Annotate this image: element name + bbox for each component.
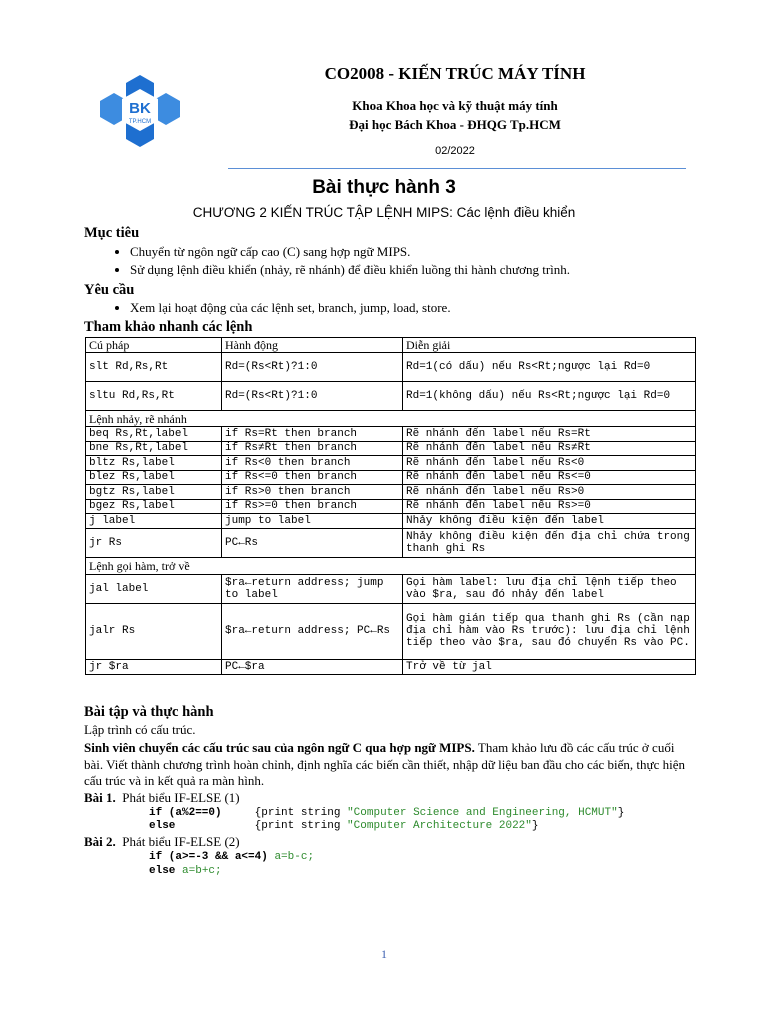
instruction-emphasis: Sinh viên chuyển các cấu trúc sau của ngôn ngữ C qua hợp ngữ MIPS.	[84, 740, 475, 755]
syntax-cell: bltz Rs,label	[86, 456, 222, 471]
exercise-1-heading	[84, 790, 240, 806]
action-cell: if Rs=Rt then branch	[222, 427, 403, 442]
logo-subtext: TP.HCM	[128, 119, 152, 125]
objective-item: • Chuyển từ ngôn ngữ cấp cao (C) sang hợp ngữ MIPS.	[130, 243, 570, 261]
action-cell: if Rs<0 then branch	[222, 456, 403, 471]
table-row	[86, 528, 696, 557]
code-text: {print string	[254, 807, 348, 819]
description-cell: Gọi hàm gián tiếp qua thanh ghi Rs (cần nạp địa chỉ hàm vào Rs trước): lưu địa chỉ lệnh tiếp theo vào $ra, sau đó chuyển Rs vào PC.	[403, 603, 696, 659]
description-cell: Nhảy không điều kiện đến label	[403, 514, 696, 529]
lab-title: Bài thực hành 3	[312, 177, 456, 198]
action-cell: Rd=(Rs<Rt)?1:0	[222, 353, 403, 382]
header-divider	[228, 168, 686, 169]
code-statement: a=b+c;	[182, 865, 222, 877]
table-row	[86, 353, 696, 382]
table-row	[86, 574, 696, 603]
description-cell: Rd=1(có dấu) nếu Rs<Rt;ngược lại Rd=0	[403, 353, 696, 382]
action-cell: if Rs>=0 then branch	[222, 499, 403, 514]
action-cell: $ra←return address; jump to label	[222, 574, 403, 603]
group-row	[86, 557, 696, 574]
exercise-2-title: Phát biểu IF-ELSE (2)	[122, 834, 240, 849]
syntax-cell: blez Rs,label	[86, 470, 222, 485]
table-row	[86, 514, 696, 529]
group-label: Lệnh nhảy, rẽ nhánh	[86, 411, 696, 427]
code-string: "Computer Architecture 2022"	[347, 820, 532, 832]
exercise-2-label: Bài 2.	[84, 834, 116, 849]
description-cell: Rẽ nhánh đến label nếu Rs<=0	[403, 470, 696, 485]
description-cell: Rd=1(không dấu) nếu Rs<Rt;ngược lại Rd=0	[403, 382, 696, 411]
exercises-instruction	[84, 740, 696, 790]
exercise-1-code-line-2	[149, 819, 539, 833]
table-row	[86, 659, 696, 674]
faculty-name: Khoa Khoa học và kỹ thuật máy tính	[352, 98, 558, 113]
exercise-2-code-line-2	[149, 864, 222, 878]
syntax-cell: jr $ra	[86, 659, 222, 674]
syntax-cell: bgtz Rs,label	[86, 485, 222, 500]
table-header-row	[86, 338, 696, 353]
requirements-heading: Yêu cầu	[84, 282, 135, 298]
description-cell: Rẽ nhánh đến label nếu Rs≠Rt	[403, 441, 696, 456]
code-keyword: if (a%2==0)	[149, 807, 222, 819]
code-statement: a=b-c;	[274, 851, 315, 863]
objective-item: • Sử dụng lệnh điều khiển (nhảy, rẽ nhánh) để điều khiển luồng thi hành chương trình.	[130, 261, 570, 279]
table-row	[86, 603, 696, 659]
action-cell: $ra←return address; PC←Rs	[222, 603, 403, 659]
code-text: }	[617, 807, 625, 819]
table-row	[86, 441, 696, 456]
table-row	[86, 427, 696, 442]
description-cell: Nhảy không điều kiện đến địa chỉ chứa trong thanh ghi Rs	[403, 528, 696, 557]
course-title: CO2008 - KIẾN TRÚC MÁY TÍNH	[324, 64, 586, 83]
description-cell: Rẽ nhánh đến label nếu Rs<0	[403, 456, 696, 471]
action-cell: jump to label	[222, 514, 403, 529]
code-text: {print string	[254, 820, 348, 832]
exercise-1-code-line-1	[149, 806, 624, 820]
action-cell: if Rs>0 then branch	[222, 485, 403, 500]
syntax-cell: j label	[86, 514, 222, 529]
action-cell: if Rs≠Rt then branch	[222, 441, 403, 456]
requirements-list	[112, 299, 451, 317]
description-cell: Rẽ nhánh đến label nếu Rs>0	[403, 485, 696, 500]
description-cell: Rẽ nhánh đến label nếu Rs>=0	[403, 499, 696, 514]
instruction-text: Tham khảo lưu đồ các cấu trúc ở cuối bài. Viết thành chương trình hoàn chỉnh, định nghĩa các biến cần thiết, nhập dữ liệu ban đầu cho các biến, thực hiện cấu trúc và in kết quả ra màn hình.	[84, 740, 685, 788]
chapter-title: CHƯƠNG 2 KIẾN TRÚC TẬP LỆNH MIPS: Các lệnh điều khiển	[192, 205, 576, 220]
table-row	[86, 499, 696, 514]
exercise-1-label: Bài 1.	[84, 790, 116, 805]
column-header: Cú pháp	[86, 338, 222, 353]
objectives-heading: Mục tiêu	[84, 225, 140, 241]
syntax-cell: jal label	[86, 574, 222, 603]
syntax-cell: slt Rd,Rs,Rt	[86, 353, 222, 382]
code-text: }	[531, 820, 539, 832]
requirement-item: • Xem lại hoạt động của các lệnh set, branch, jump, load, store.	[130, 299, 451, 317]
exercises-intro: Lập trình có cấu trúc.	[84, 722, 196, 737]
document-date: 02/2022	[435, 145, 475, 157]
description-cell: Trở về từ jal	[403, 659, 696, 674]
code-keyword: if (a>=-3 && a<=4)	[149, 851, 268, 863]
university-logo	[100, 75, 180, 147]
action-cell: if Rs<=0 then branch	[222, 470, 403, 485]
column-header: Hành động	[222, 338, 403, 353]
group-label: Lệnh gọi hàm, trở về	[86, 557, 696, 574]
column-header: Diễn giải	[403, 338, 696, 353]
syntax-cell: bne Rs,Rt,label	[86, 441, 222, 456]
instruction-reference-table	[85, 337, 696, 675]
group-row	[86, 411, 696, 427]
exercise-1-title: Phát biểu IF-ELSE (1)	[122, 790, 240, 805]
exercise-2-heading	[84, 834, 240, 850]
syntax-cell: beq Rs,Rt,label	[86, 427, 222, 442]
syntax-cell: bgez Rs,label	[86, 499, 222, 514]
action-cell: PC←Rs	[222, 528, 403, 557]
code-keyword: else	[149, 820, 176, 832]
description-cell: Gọi hàm label: lưu địa chỉ lệnh tiếp theo vào $ra, sau đó nhảy đến label	[403, 574, 696, 603]
table-row	[86, 485, 696, 500]
syntax-cell: jalr Rs	[86, 603, 222, 659]
table-row	[86, 470, 696, 485]
table-row	[86, 382, 696, 411]
exercise-2-code-line-1	[149, 850, 314, 864]
code-string: "Computer Science and Engineering, HCMUT"	[347, 807, 618, 819]
action-cell: Rd=(Rs<Rt)?1:0	[222, 382, 403, 411]
objectives-list	[112, 243, 570, 279]
page-number: 1	[381, 947, 387, 961]
reference-heading: Tham khảo nhanh các lệnh	[84, 319, 253, 335]
action-cell: PC←$ra	[222, 659, 403, 674]
table-row	[86, 456, 696, 471]
syntax-cell: jr Rs	[86, 528, 222, 557]
syntax-cell: sltu Rd,Rs,Rt	[86, 382, 222, 411]
logo-text: BK	[129, 100, 151, 117]
description-cell: Rẽ nhánh đến label nếu Rs=Rt	[403, 427, 696, 442]
code-keyword: else	[149, 865, 176, 877]
exercises-heading: Bài tập và thực hành	[84, 704, 214, 720]
university-name: Đại học Bách Khoa - ĐHQG Tp.HCM	[349, 117, 561, 132]
